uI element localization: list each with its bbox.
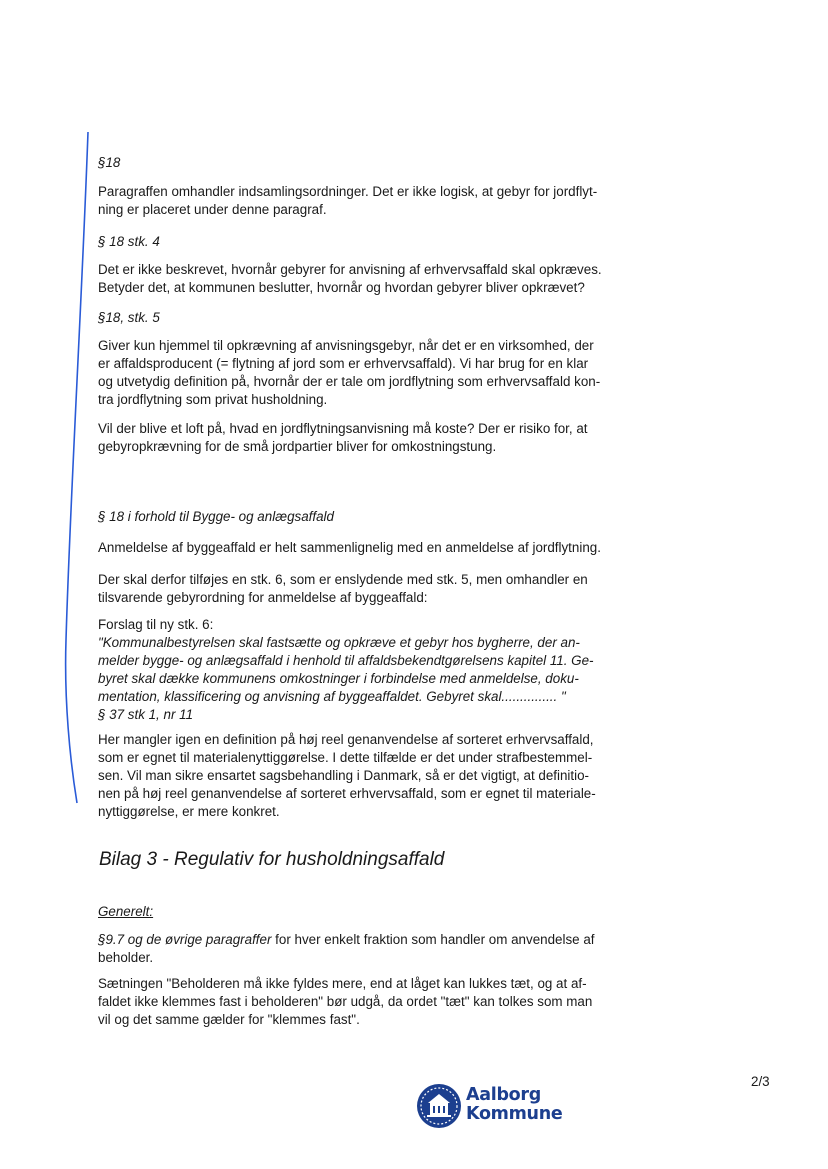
page-number: 2/3	[751, 1074, 770, 1089]
city-hall-emblem-icon	[416, 1083, 462, 1129]
aalborg-kommune-logo	[416, 1083, 566, 1129]
heading-generelt: Generelt:	[98, 904, 154, 919]
paragraph: Det er ikke beskrevet, hvornår gebyrer for anvisning af erhvervsaffald skal opkræves. Betyder det, at kommunen beslutter, hvornår og hvordan gebyrer bliver opkrævet?	[98, 262, 602, 295]
paragraph: Anmeldelse af byggeaffald er helt sammenlignelig med en anmeldelse af jordflytning.	[98, 540, 601, 555]
bilag-title: Bilag 3 - Regulativ for husholdningsaffald	[99, 849, 445, 870]
paragraph: Vil der blive et loft på, hvad en jordflytningsanvisning må koste? Der er risiko for, at gebyropkrævning for de små jordpartier bliver for omkostningstung.	[98, 421, 588, 454]
paragraph: Giver kun hjemmel til opkrævning af anvisningsgebyr, når det er en virksomhed, der er affaldsproducent (= flytning af jord som er erhvervsaffald). Vi har brug for en klar og utvetydig definition på, hvornår der er tale om jordflytning som erhvervsaffald kon- tra jordflytning som privat husholdning.	[98, 338, 601, 407]
paragraph: Der skal derfor tilføjes en stk. 6, som er enslydende med stk. 5, men omhandler en tilsvarende gebyrordning for anmeldelse af byggeaffald:	[98, 572, 588, 605]
paragraph: §9.7 og de øvrige paragraffer for hver enkelt fraktion som handler om anvendelse af beholder.	[98, 932, 595, 965]
heading-bygge-anlaegsaffald: § 18 i forhold til Bygge- og anlægsaffald	[98, 509, 334, 524]
heading-para-18: §18	[98, 155, 121, 170]
paragraph: Paragraffen omhandler indsamlingsordninger. Det er ikke logisk, at gebyr for jordflyt- ning er placeret under denne paragraf.	[98, 184, 598, 217]
paragraph: Sætningen "Beholderen må ikke fyldes mere, end at låget kan lukkes tæt, og at af- faldet ikke klemmes fast i beholderen" bør udgå, da ordet "tæt" kan tolkes som man vil og det samme gælder for "klemmes fast".	[98, 976, 593, 1027]
proposal-block: Forslag til ny stk. 6: "Kommunalbestyrelsen skal fastsætte og opkræve et gebyr hos bygherre, der an- melder bygge- og anlægsaffald i henhold til affaldsbekendtgørelsens kapitel 11. Ge- byret skal dække kommunens omkostninger i forbindelse med anmeldelse, doku- mentation, klassificering og anvisning af byggeaffaldet. Gebyret skal............... " § 37 stk 1, nr 11	[98, 617, 594, 722]
heading-para-18-stk-4: § 18 stk. 4	[98, 234, 160, 249]
logo-wordmark: Aalborg Kommune	[466, 1085, 563, 1124]
heading-para-18-stk-5: §18, stk. 5	[98, 310, 160, 325]
paragraph: Her mangler igen en definition på høj reel genanvendelse af sorteret erhvervsaffald, som er egnet til materialenyttiggørelse. I dette tilfælde er det under strafbestemmel- sen. Vil man sikre ensartet sagsbehandling i Danmark, så er det vigtigt, at definitio- nen på høj reel genanvendelse af sorteret erhvervsaffald, som er egnet til materiale- nyttiggørelse, er mere konkret.	[98, 732, 596, 819]
